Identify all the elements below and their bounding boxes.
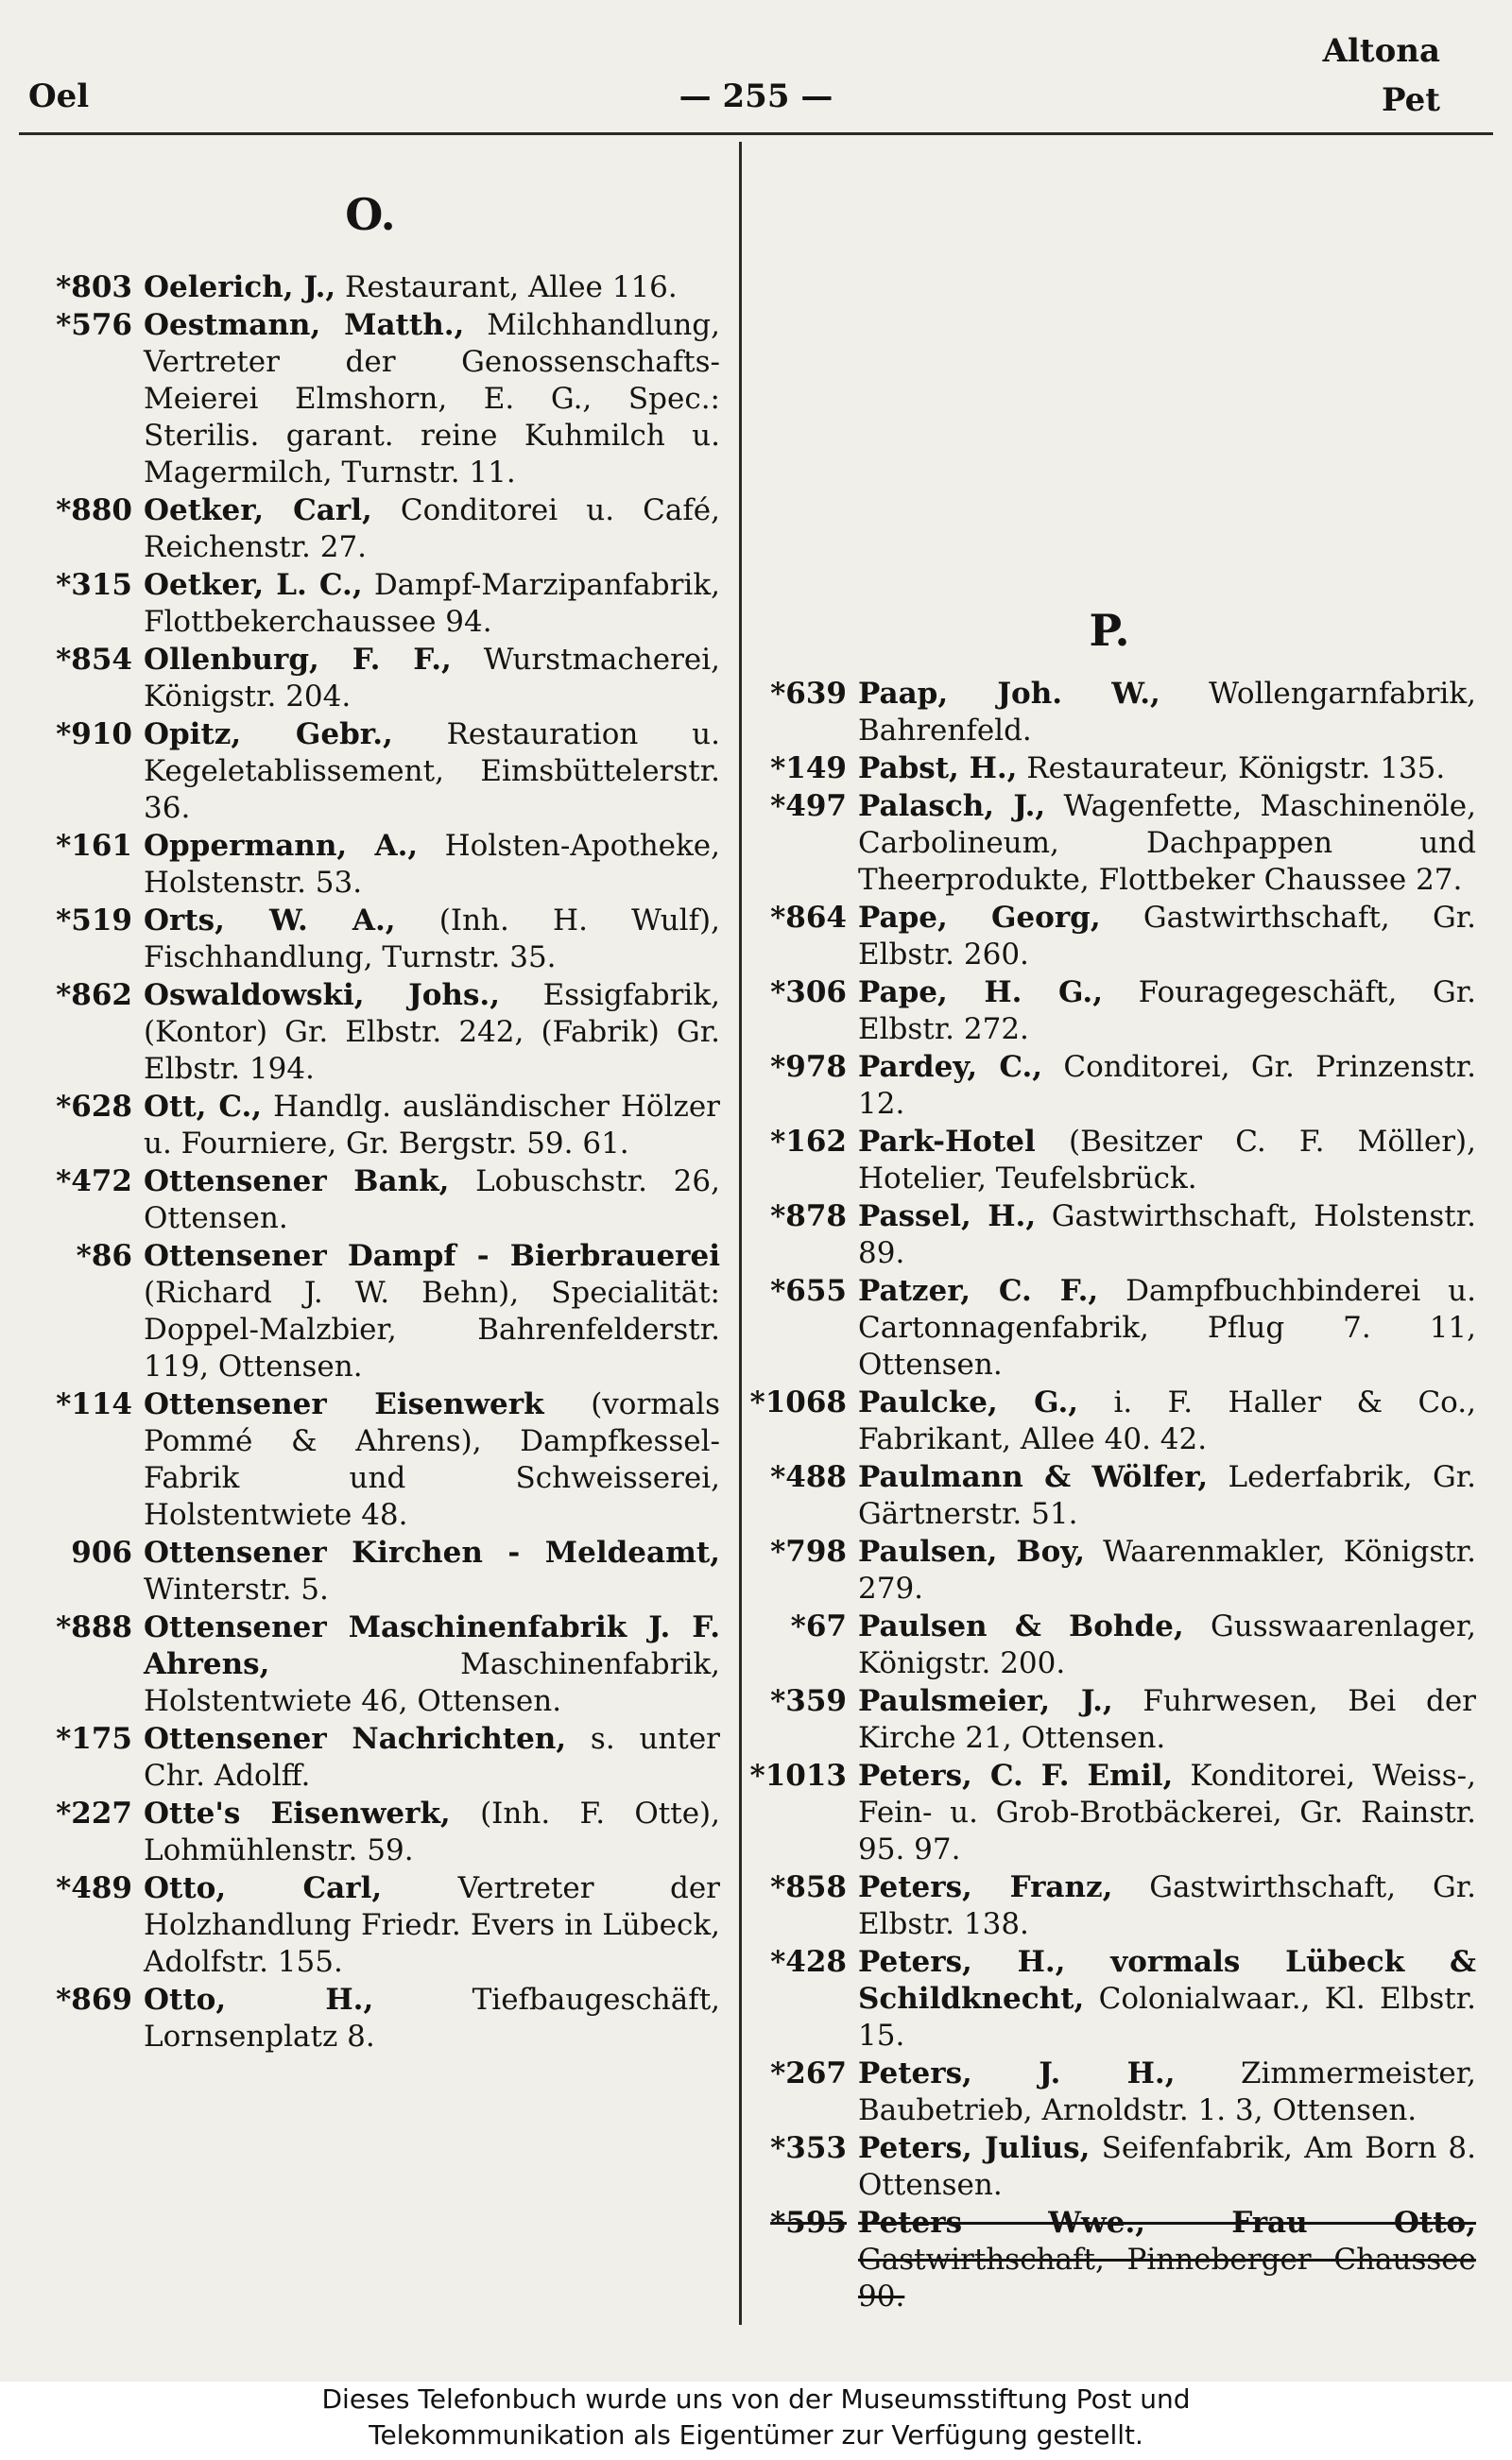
entry-text [144,903,720,976]
directory-entry [743,1869,1476,1943]
directory-entry [743,2205,1476,2315]
entry-text [858,1534,1476,1608]
directory-entry [21,307,720,491]
entry-text [858,1869,1476,1943]
entry-name: Otto, Carl, [144,1871,383,1905]
entry-name: Oppermann, A., [144,829,419,863]
phone-number: *862 [56,978,132,1012]
entry-text [144,977,720,1088]
entry-description: Wurstmacherei, Königstr. 204. [144,643,721,714]
directory-entry [743,2130,1476,2204]
entry-description: Handlg. ausländischer Hölzer u. Fourniere, Gr. Bergstr. 59. 61. [144,1090,720,1161]
entry-description: Winterstr. 5. [144,1573,329,1607]
directory-entry [743,900,1476,973]
entry-name: Opitz, Gebr., [144,717,393,751]
entry-name: Ottensener Bank, [144,1164,450,1198]
entry-description: Colonialwaar., Kl. Elbstr. 15. [858,1982,1476,2053]
phone-number: *489 [56,1871,132,1905]
entry-description: (Inh. H. Wulf), Fischhandlung, Turnstr. 35. [144,903,721,974]
entry-description: Conditorei u. Café, Reichenstr. 27. [144,493,721,564]
directory-entry [21,1238,720,1385]
entry-text [858,900,1476,973]
phone-number: *315 [56,568,132,602]
directory-entry [743,750,1476,787]
entry-text [144,1721,720,1795]
directory-entry [743,1944,1476,2055]
entry-text [144,1609,720,1720]
entry-text [858,1758,1476,1868]
phone-number: *888 [56,1610,132,1644]
directory-entry [743,1385,1476,1458]
entry-description: (Inh. F. Otte), Lohmühlenstr. 59. [144,1797,721,1867]
entry-name: Peters, Julius, [858,2131,1091,2165]
entry-description: (vormals Pommé & Ahrens), Dampfkessel-Fabrik und Schweisserei, Holstentwiete 48. [144,1387,720,1532]
phone-number: *86 [76,1239,132,1273]
entry-name: Ottensener Eisenwerk [144,1387,544,1421]
entry-name: Paap, Joh. W., [858,677,1160,711]
entry-description: Wagenfette, Maschinenöle, Carbolineum, Dachpappen und Theerprodukte, Flottbeker Chaussee 27. [858,789,1476,897]
phone-number: *910 [56,717,132,751]
phone-number: *67 [790,1609,847,1643]
entry-name: Peters, H., vormals Lübeck & Schildknecht, [858,1945,1476,2016]
phone-number: *519 [56,903,132,938]
entry-description: Restaurant, Allee 116. [345,270,678,304]
phone-number: *428 [770,1945,847,1979]
entry-text [858,1124,1476,1197]
entry-text [858,974,1476,1048]
entry-description: Waarenmakler, Königstr. 279. [858,1535,1476,1606]
directory-entry [21,828,720,902]
entry-name: Oetker, Carl, [144,493,372,527]
page-number: — 255 — [679,77,833,115]
entry-description: Seifenfabrik, Am Born 8. Ottensen. [858,2131,1477,2202]
entry-text [144,828,720,902]
phone-number: *161 [56,829,132,863]
phone-number: *114 [56,1387,132,1421]
phone-number: *858 [770,1870,847,1904]
directory-entry [21,1089,720,1162]
entry-name: Patzer, C. F., [858,1274,1099,1308]
entry-text [858,1385,1476,1458]
entry-description: (Richard J. W. Behn), Specialität: Doppel-Malzbier, Bahrenfelderstr. 119, Ottensen. [144,1276,720,1384]
directory-entry [21,903,720,976]
entry-name: Passel, H., [858,1199,1037,1233]
entry-name: Pardey, C., [858,1050,1043,1084]
entry-name: Oetker, L. C., [144,568,363,602]
phone-number: *576 [56,308,132,342]
entry-description: Conditorei, Gr. Prinzenstr. 12. [858,1050,1477,1121]
entry-text [144,307,720,491]
directory-entry [743,1124,1476,1197]
entry-description: Wollengarnfabrik, Bahrenfeld. [858,677,1476,748]
entry-name: Paulsen, Boy, [858,1535,1086,1569]
entry-text [858,750,1476,787]
directory-entry [743,1459,1476,1533]
entry-description: Gastwirthschaft, Holstenstr. 89. [858,1199,1476,1270]
directory-entry [743,1758,1476,1868]
entry-text [858,1459,1476,1533]
directory-entry [21,716,720,827]
directory-entry [743,676,1476,749]
phone-number: *655 [770,1274,847,1308]
entry-text [858,1944,1476,2055]
header-rule [19,132,1493,135]
phone-number: *306 [770,975,847,1009]
phone-number: *978 [770,1050,847,1084]
directory-entry [743,2056,1476,2129]
entry-name: Peters, Franz, [858,1870,1113,1904]
entry-description: Lobuschstr. 26, Ottensen. [144,1164,720,1235]
entry-text [144,1163,720,1237]
entry-name: Ottensener Nachrichten, [144,1722,567,1756]
entry-name: Ottensener Dampf - Bierbrauerei [144,1239,720,1273]
directory-entry [21,1796,720,1869]
header-left-keyword: Oel [28,77,90,115]
phone-number: 906 [71,1536,132,1570]
phone-number: *353 [770,2131,847,2165]
entry-text [858,1198,1476,1272]
entry-name: Otte's Eisenwerk, [144,1797,451,1831]
entry-text [858,1683,1476,1757]
entry-text [858,1273,1476,1384]
entry-description: (Besitzer C. F. Möller), Hotelier, Teufelsbrück. [858,1125,1476,1196]
entry-name: Otto, H., [144,1983,374,2017]
entry-name: Paulmann & Wölfer, [858,1460,1209,1494]
directory-entry [21,1870,720,1981]
entry-description: Lederfabrik, Gr. Gärtnerstr. 51. [858,1460,1476,1531]
entry-text [858,1049,1476,1123]
phone-number: *864 [770,901,847,935]
entry-description: Milchhandlung, Vertreter der Genossenschafts-Meierei Elmshorn, E. G., Spec.: Sterilis. garant. reine Kuhmilch u. Magermilch, Turnstr. 11. [144,308,720,490]
entries-list-o [21,269,720,2056]
directory-entry [743,1683,1476,1757]
entry-text [144,1089,720,1162]
entry-description: i. F. Haller & Co., Fabrikant, Allee 40. 42. [858,1385,1476,1456]
directory-entry [21,1609,720,1720]
phone-number: *488 [770,1460,847,1494]
column-divider [739,142,742,2325]
directory-entry [743,1049,1476,1123]
directory-entry [21,269,720,306]
entry-description: Gastwirthschaft, Pinneberger Chaussee 90. [858,2243,1476,2314]
entry-description: Vertreter der Holzhandlung Friedr. Evers in Lübeck, Adolfstr. 155. [144,1871,720,1979]
directory-entry [743,974,1476,1048]
entry-description: Restauration u. Kegeletablissement, Eimsbüttelerstr. 36. [144,717,720,825]
entry-description: Gastwirthschaft, Gr. Elbstr. 138. [858,1870,1476,1941]
entry-text [144,1535,720,1608]
phone-number: *628 [56,1090,132,1124]
entry-name: Oswaldowski, Johs., [144,978,500,1012]
directory-entry [743,1608,1476,1682]
entry-name: Palasch, J., [858,789,1046,823]
entry-description: Gastwirthschaft, Gr. Elbstr. 260. [858,901,1476,972]
directory-entry [743,788,1476,899]
entry-text [858,788,1476,899]
entry-name: Peters, J. H., [858,2056,1176,2090]
footer-line-2: Telekommunikation als Eigentümer zur Verfügung gestellt. [369,2419,1143,2451]
entry-name: Orts, W. A., [144,903,396,938]
directory-entry [21,567,720,641]
directory-entry [21,642,720,715]
entry-text [144,567,720,641]
phone-number: *162 [770,1125,847,1159]
entry-name: Ottensener Kirchen - Meldeamt, [144,1536,720,1570]
entry-text [144,1982,720,2056]
directory-entry [21,1721,720,1795]
phone-number: *359 [770,1684,847,1718]
entry-name: Paulsmeier, J., [858,1684,1113,1718]
directory-entry [743,1534,1476,1608]
entry-description: Dampfbuchbinderei u. Cartonnagenfabrik, Pflug 7. 11, Ottensen. [858,1274,1477,1382]
entry-text [858,2205,1476,2315]
entry-name: Peters, C. F. Emil, [858,1759,1174,1793]
directory-entry [21,1982,720,2056]
section-letter-o: O. [345,189,396,240]
entry-description: Dampf-Marzipanfabrik, Flottbekerchaussee 94. [144,568,720,639]
entry-description: Konditorei, Weiss-, Fein- u. Grob-Brotbäckerei, Gr. Rainstr. 95. 97. [858,1759,1476,1867]
entry-description: s. unter Chr. Adolff. [144,1722,720,1793]
phone-number: *803 [56,270,132,304]
entry-name: Oestmann, Matth., [144,308,465,342]
entry-text [858,2130,1476,2204]
phone-number: *227 [56,1797,132,1831]
entry-name: Ott, C., [144,1090,263,1124]
phone-number: *639 [770,677,847,711]
footer-note [0,2382,1512,2460]
entry-name: Pabst, H., [858,751,1018,785]
entry-name: Ottensener Maschinenfabrik J. F. Ahrens, [144,1610,720,1681]
phone-number: *1068 [749,1385,847,1419]
entry-name: Park-Hotel [858,1125,1036,1159]
entry-text [858,1608,1476,1682]
footer-line-1: Dieses Telefonbuch wurde uns von der Museumsstiftung Post und [321,2383,1191,2415]
entry-description: Fouragegeschäft, Gr. Elbstr. 272. [858,975,1476,1046]
phone-number: *854 [56,643,132,677]
entry-name: Paulsen & Bohde, [858,1609,1184,1643]
directory-entry [21,1386,720,1534]
entry-name: Pape, Georg, [858,901,1101,935]
entry-description: Maschinenfabrik, Holstentwiete 46, Ottensen. [144,1647,720,1718]
entry-text [858,2056,1476,2129]
header-right-keyword: Pet [1382,81,1440,119]
entry-description: Zimmermeister, Baubetrieb, Arnoldstr. 1. 3, Ottensen. [858,2056,1476,2127]
phone-number: *472 [56,1164,132,1198]
header-city: Altona [1322,32,1440,70]
entry-text [858,676,1476,749]
entry-description: Restaurateur, Königstr. 135. [1026,751,1446,785]
entry-text [144,1796,720,1869]
entry-text [144,269,720,306]
directory-entry [21,1163,720,1237]
entry-text [144,1238,720,1385]
phone-number: *267 [770,2056,847,2090]
phone-number: *869 [56,1983,132,2017]
phone-number: *175 [56,1722,132,1756]
phone-number: *149 [770,751,847,785]
directory-entry [21,1535,720,1608]
entry-text [144,1870,720,1981]
entry-name: Oelerich, J., [144,270,336,304]
entry-name: Paulcke, G., [858,1385,1079,1419]
entry-description: Fuhrwesen, Bei der Kirche 21, Ottensen. [858,1684,1476,1755]
directory-entry [743,1198,1476,1272]
phone-number: *1013 [749,1759,847,1793]
entry-description: Tiefbaugeschäft, Lornsenplatz 8. [144,1983,721,2054]
phone-number: *497 [770,789,847,823]
entry-name: Ollenburg, F. F., [144,643,452,677]
entry-name: Pape, H. G., [858,975,1103,1009]
entry-description: Holsten-Apotheke, Holstenstr. 53. [144,829,720,900]
entry-name: Peters Wwe., Frau Otto, [858,2206,1476,2240]
entry-text [144,1386,720,1534]
directory-entry [743,1273,1476,1384]
directory-entry [21,492,720,566]
phone-number: *595 [770,2206,847,2240]
entries-list-p [743,676,1476,2316]
phone-number: *880 [56,493,132,527]
phone-number: *798 [770,1535,847,1569]
entry-description: Gusswaarenlager, Königstr. 200. [858,1609,1476,1680]
directory-entry [21,977,720,1088]
entry-text [144,642,720,715]
entry-description: Essigfabrik, (Kontor) Gr. Elbstr. 242, (Fabrik) Gr. Elbstr. 194. [144,978,720,1086]
section-letter-p: P. [1089,605,1130,656]
entry-text [144,492,720,566]
phone-number: *878 [770,1199,847,1233]
entry-text [144,716,720,827]
